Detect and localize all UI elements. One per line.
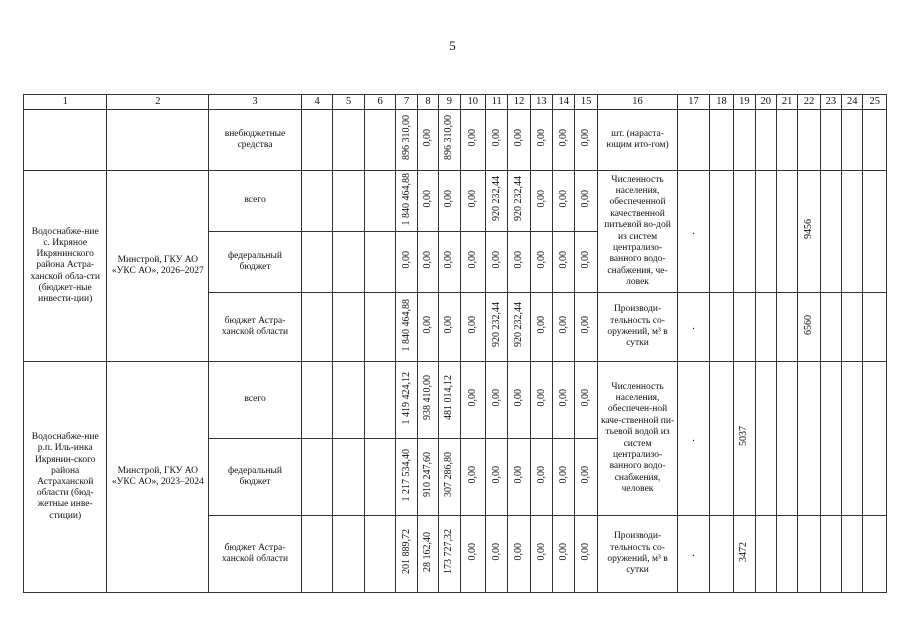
amount-cell: 920 232,44 bbox=[485, 171, 507, 232]
header-cell: 19 bbox=[734, 95, 755, 110]
amount-cell: 0,00 bbox=[553, 362, 575, 439]
empty-cell bbox=[301, 232, 333, 293]
empty-cell bbox=[709, 110, 733, 171]
empty-cell bbox=[842, 110, 863, 171]
amount-cell: 0,00 bbox=[575, 362, 597, 439]
empty-cell bbox=[820, 362, 841, 516]
header-cell: 17 bbox=[678, 95, 710, 110]
marker-cell: . bbox=[678, 362, 710, 516]
amount-cell: 0,00 bbox=[485, 110, 507, 171]
header-cell: 3 bbox=[209, 95, 302, 110]
empty-cell bbox=[301, 439, 333, 516]
empty-cell bbox=[755, 516, 776, 593]
empty-cell bbox=[734, 171, 755, 293]
funding-source: федеральный бюджет bbox=[209, 439, 302, 516]
amount-cell: 0,00 bbox=[460, 362, 485, 439]
header-cell: 14 bbox=[553, 95, 575, 110]
table-row bbox=[24, 171, 887, 232]
empty-cell bbox=[776, 293, 797, 362]
amount-cell: 0,00 bbox=[439, 232, 460, 293]
header-cell: 16 bbox=[597, 95, 677, 110]
amount-cell: 0,00 bbox=[530, 232, 552, 293]
empty-cell bbox=[364, 171, 396, 232]
empty-cell bbox=[798, 110, 820, 171]
empty-cell bbox=[107, 110, 209, 171]
header-cell: 13 bbox=[530, 95, 552, 110]
amount-cell: 0,00 bbox=[417, 232, 438, 293]
empty-cell bbox=[863, 362, 887, 516]
amount-cell: 0,00 bbox=[508, 439, 530, 516]
funding-source: всего bbox=[209, 362, 302, 439]
empty-cell bbox=[863, 171, 887, 293]
indicator-text: Численность населения, обеспечен-ной каче-ственной пи-тьевой водой из систем централизо-ванного водо-снабжения, человек bbox=[597, 362, 677, 516]
empty-cell bbox=[364, 232, 396, 293]
amount-total: 1 419 424,12 bbox=[396, 362, 417, 439]
amount-total: 0,00 bbox=[396, 232, 417, 293]
empty-cell bbox=[333, 171, 365, 232]
marker-cell: . bbox=[678, 171, 710, 293]
empty-cell bbox=[734, 293, 755, 362]
header-cell: 12 bbox=[508, 95, 530, 110]
amount-cell: 0,00 bbox=[485, 516, 507, 593]
amount-cell: 0,00 bbox=[460, 232, 485, 293]
empty-cell bbox=[301, 516, 333, 593]
header-cell: 25 bbox=[863, 95, 887, 110]
amount-cell: 0,00 bbox=[553, 110, 575, 171]
amount-cell: 0,00 bbox=[530, 293, 552, 362]
empty-cell bbox=[842, 516, 863, 593]
header-cell: 6 bbox=[364, 95, 396, 110]
empty-cell bbox=[776, 516, 797, 593]
amount-cell: 307 286,80 bbox=[439, 439, 460, 516]
empty-cell bbox=[678, 110, 710, 171]
amount-cell: 0,00 bbox=[508, 516, 530, 593]
header-cell: 21 bbox=[776, 95, 797, 110]
empty-cell bbox=[863, 516, 887, 593]
project-executor: Минстрой, ГКУ АО «УКС АО», 2023–2024 bbox=[107, 362, 209, 593]
empty-cell bbox=[301, 362, 333, 439]
amount-cell: 28 162,40 bbox=[417, 516, 438, 593]
empty-cell bbox=[709, 293, 733, 362]
amount-cell: 0,00 bbox=[460, 293, 485, 362]
amount-cell: 0,00 bbox=[553, 171, 575, 232]
empty-cell bbox=[301, 171, 333, 232]
project-executor: Минстрой, ГКУ АО «УКС АО», 2026–2027 bbox=[107, 171, 209, 362]
empty-cell bbox=[24, 110, 107, 171]
empty-cell bbox=[333, 362, 365, 439]
amount-cell: 910 247,60 bbox=[417, 439, 438, 516]
amount-cell: 0,00 bbox=[530, 516, 552, 593]
amount-cell: 0,00 bbox=[553, 232, 575, 293]
empty-cell bbox=[333, 110, 365, 171]
amount-total: 1 840 464,88 bbox=[396, 171, 417, 232]
header-cell: 2 bbox=[107, 95, 209, 110]
empty-cell bbox=[842, 293, 863, 362]
empty-cell bbox=[863, 293, 887, 362]
empty-cell bbox=[842, 171, 863, 293]
header-cell: 22 bbox=[798, 95, 820, 110]
empty-cell bbox=[755, 362, 776, 516]
amount-cell: 920 232,44 bbox=[508, 293, 530, 362]
page-number: 5 bbox=[449, 38, 456, 53]
amount-cell: 0,00 bbox=[417, 171, 438, 232]
amount-total: 896 310,00 bbox=[396, 110, 417, 171]
amount-cell: 0,00 bbox=[575, 171, 597, 232]
header-cell: 9 bbox=[439, 95, 460, 110]
header-cell: 4 bbox=[301, 95, 333, 110]
funding-source: всего bbox=[209, 171, 302, 232]
empty-cell bbox=[820, 516, 841, 593]
amount-cell: 0,00 bbox=[439, 293, 460, 362]
empty-cell bbox=[364, 516, 396, 593]
empty-cell bbox=[842, 362, 863, 516]
empty-cell bbox=[333, 293, 365, 362]
amount-total: 201 889,72 bbox=[396, 516, 417, 593]
amount-cell: 0,00 bbox=[553, 516, 575, 593]
amount-cell: 0,00 bbox=[508, 110, 530, 171]
empty-cell bbox=[301, 293, 333, 362]
empty-cell bbox=[301, 110, 333, 171]
empty-cell bbox=[755, 293, 776, 362]
amount-cell: 0,00 bbox=[575, 439, 597, 516]
header-cell: 8 bbox=[417, 95, 438, 110]
amount-cell: 0,00 bbox=[417, 293, 438, 362]
indicator-text: Производи-тельность со-оружений, м³ в сутки bbox=[597, 293, 677, 362]
amount-total: 1 217 534,40 bbox=[396, 439, 417, 516]
amount-cell: 0,00 bbox=[553, 293, 575, 362]
amount-cell: 173 727,32 bbox=[439, 516, 460, 593]
table-row bbox=[24, 362, 887, 439]
funding-source: бюджет Астра-ханской области bbox=[209, 516, 302, 593]
empty-cell bbox=[333, 439, 365, 516]
empty-cell bbox=[798, 362, 820, 516]
indicator-text: шт. (нараста-ющим ито-гом) bbox=[597, 110, 677, 171]
amount-cell: 896 310,00 bbox=[439, 110, 460, 171]
empty-cell bbox=[333, 516, 365, 593]
indicator-value: 6560 bbox=[798, 293, 820, 362]
header-cell: 10 bbox=[460, 95, 485, 110]
funding-source: бюджет Астра-ханской области bbox=[209, 293, 302, 362]
amount-cell: 0,00 bbox=[460, 516, 485, 593]
amount-cell: 0,00 bbox=[575, 516, 597, 593]
header-cell: 15 bbox=[575, 95, 597, 110]
header-cell: 23 bbox=[820, 95, 841, 110]
empty-cell bbox=[798, 516, 820, 593]
empty-cell bbox=[364, 110, 396, 171]
header-cell: 1 bbox=[24, 95, 107, 110]
project-name: Водоснабже-ние с. Икряное Икрянинского района Астра-ханской обла-сти (бюджет-ные инвести-ции) bbox=[24, 171, 107, 362]
header-cell: 18 bbox=[709, 95, 733, 110]
header-cell: 20 bbox=[755, 95, 776, 110]
marker-cell: . bbox=[678, 516, 710, 593]
amount-cell: 0,00 bbox=[575, 293, 597, 362]
indicator-value: 5037 bbox=[734, 362, 755, 516]
indicator-text: Численность населения, обеспеченной качественной питьевой во-дой из систем централизо-ванного водо-снабжения, че-ловек bbox=[597, 171, 677, 293]
empty-cell bbox=[734, 110, 755, 171]
amount-cell: 920 232,44 bbox=[485, 293, 507, 362]
funding-source: федеральный бюджет bbox=[209, 232, 302, 293]
amount-cell: 0,00 bbox=[417, 110, 438, 171]
table-row bbox=[24, 110, 887, 171]
amount-cell: 0,00 bbox=[485, 362, 507, 439]
header-cell: 11 bbox=[485, 95, 507, 110]
amount-cell: 0,00 bbox=[530, 362, 552, 439]
empty-cell bbox=[820, 171, 841, 293]
indicator-value: 3472 bbox=[734, 516, 755, 593]
amount-cell: 0,00 bbox=[485, 232, 507, 293]
amount-cell: 481 014,12 bbox=[439, 362, 460, 439]
empty-cell bbox=[820, 110, 841, 171]
marker-cell: . bbox=[678, 293, 710, 362]
amount-cell: 0,00 bbox=[575, 232, 597, 293]
empty-cell bbox=[863, 110, 887, 171]
amount-cell: 938 410,00 bbox=[417, 362, 438, 439]
amount-cell: 0,00 bbox=[460, 439, 485, 516]
empty-cell bbox=[755, 110, 776, 171]
empty-cell bbox=[709, 516, 733, 593]
project-name: Водоснабже-ние р.п. Иль-инка Икрянин-ского района Астраханской области (бюд-жетные инве-стиции) bbox=[24, 362, 107, 593]
empty-cell bbox=[364, 293, 396, 362]
empty-cell bbox=[333, 232, 365, 293]
amount-cell: 0,00 bbox=[530, 171, 552, 232]
header-row bbox=[24, 95, 887, 110]
amount-cell: 0,00 bbox=[439, 171, 460, 232]
indicator-value: 9456 bbox=[798, 171, 820, 293]
amount-cell: 0,00 bbox=[485, 439, 507, 516]
empty-cell bbox=[820, 293, 841, 362]
empty-cell bbox=[755, 171, 776, 293]
empty-cell bbox=[776, 362, 797, 516]
header-cell: 24 bbox=[842, 95, 863, 110]
empty-cell bbox=[364, 362, 396, 439]
header-cell: 7 bbox=[396, 95, 417, 110]
amount-total: 1 840 464,88 bbox=[396, 293, 417, 362]
amount-cell: 0,00 bbox=[530, 110, 552, 171]
empty-cell bbox=[776, 110, 797, 171]
amount-cell: 0,00 bbox=[575, 110, 597, 171]
amount-cell: 0,00 bbox=[530, 439, 552, 516]
amount-cell: 0,00 bbox=[508, 362, 530, 439]
amount-cell: 0,00 bbox=[460, 110, 485, 171]
empty-cell bbox=[776, 171, 797, 293]
header-cell: 5 bbox=[333, 95, 365, 110]
amount-cell: 0,00 bbox=[508, 232, 530, 293]
empty-cell bbox=[709, 362, 733, 516]
amount-cell: 920 232,44 bbox=[508, 171, 530, 232]
amount-cell: 0,00 bbox=[553, 439, 575, 516]
indicator-text: Производи-тельность со-оружений, м³ в сутки bbox=[597, 516, 677, 593]
empty-cell bbox=[364, 439, 396, 516]
funding-source: внебюджетные средства bbox=[209, 110, 302, 171]
empty-cell bbox=[709, 171, 733, 293]
budget-table bbox=[23, 94, 887, 593]
amount-cell: 0,00 bbox=[460, 171, 485, 232]
